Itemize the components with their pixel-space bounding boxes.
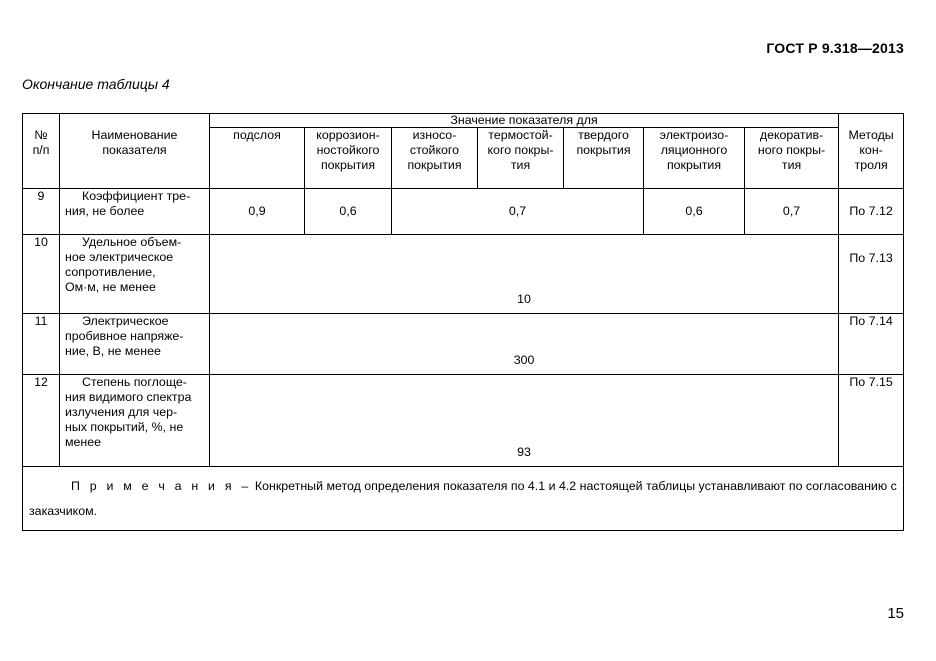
row-name xyxy=(60,235,210,314)
table-note xyxy=(23,467,904,531)
row-name-first: Степень поглоще- xyxy=(82,375,187,389)
standard-number: ГОСТ Р 9.318—2013 xyxy=(766,40,904,56)
subheader-decorative: декоратив- ного покры- тия xyxy=(745,128,839,189)
row-number: 9 xyxy=(23,189,60,235)
value-corrosion: 0,6 xyxy=(305,189,392,235)
row-name xyxy=(60,314,210,375)
note-text: Конкретный метод определения показателя по 4.1 и 4.2 настоящей таблицы устанавливают по согласованию с заказчиком. xyxy=(29,479,897,518)
row-name xyxy=(60,375,210,467)
subheader-wear: износо- стойкого покрытия xyxy=(392,128,478,189)
row-name-first: Электрическое xyxy=(82,314,169,328)
row-method: По 7.14 xyxy=(839,314,904,375)
row-name-rest: ния видимого спектра излучения для чер- ных покрытий, %, не менее xyxy=(65,390,192,449)
subheader-electro: электроизо- ляционного покрытия xyxy=(644,128,745,189)
row-number: 10 xyxy=(23,235,60,314)
subheader-hard: твердого покрытия xyxy=(564,128,644,189)
table-row xyxy=(23,189,904,235)
subheader-thermal: термостой- кого покры- тия xyxy=(478,128,564,189)
row-number: 11 xyxy=(23,314,60,375)
row-method: По 7.12 xyxy=(839,189,904,235)
row-name xyxy=(60,189,210,235)
value-sublayer: 0,9 xyxy=(210,189,305,235)
subheader-corrosion: коррозион- ностойкого покрытия xyxy=(305,128,392,189)
data-table xyxy=(22,113,904,531)
table-caption: Окончание таблицы 4 xyxy=(22,76,170,92)
row-name-rest: ное электрическое сопротивление, Ом·м, не менее xyxy=(65,250,174,294)
table-row xyxy=(23,314,904,375)
page-number: 15 xyxy=(887,605,904,622)
header-row-1 xyxy=(23,114,904,128)
row-method: По 7.15 xyxy=(839,375,904,467)
header-indicator-name: Наименование показателя xyxy=(60,114,210,189)
header-number: № п/п xyxy=(23,114,60,189)
value-electro: 0,6 xyxy=(644,189,745,235)
row-value: 10 xyxy=(210,235,839,314)
row-value: 93 xyxy=(210,375,839,467)
value-decorative: 0,7 xyxy=(745,189,839,235)
note-row xyxy=(23,467,904,531)
row-name-rest: ния, не более xyxy=(65,204,145,218)
row-name-rest: пробивное напряже- ние, В, не менее xyxy=(65,329,184,358)
row-name-first: Удельное объем- xyxy=(82,235,182,249)
header-value-group: Значение показателя для xyxy=(210,114,839,128)
row-name-first: Коэффициент тре- xyxy=(82,189,191,203)
value-wear-thermal-hard: 0,7 xyxy=(392,189,644,235)
row-number: 12 xyxy=(23,375,60,467)
subheader-sublayer: подслоя xyxy=(210,128,305,189)
table-row xyxy=(23,235,904,314)
table-row xyxy=(23,375,904,467)
header-methods: Методы кон- троля xyxy=(839,114,904,189)
note-label: П р и м е ч а н и я – xyxy=(71,479,252,493)
row-value: 300 xyxy=(210,314,839,375)
row-method: По 7.13 xyxy=(839,235,904,314)
